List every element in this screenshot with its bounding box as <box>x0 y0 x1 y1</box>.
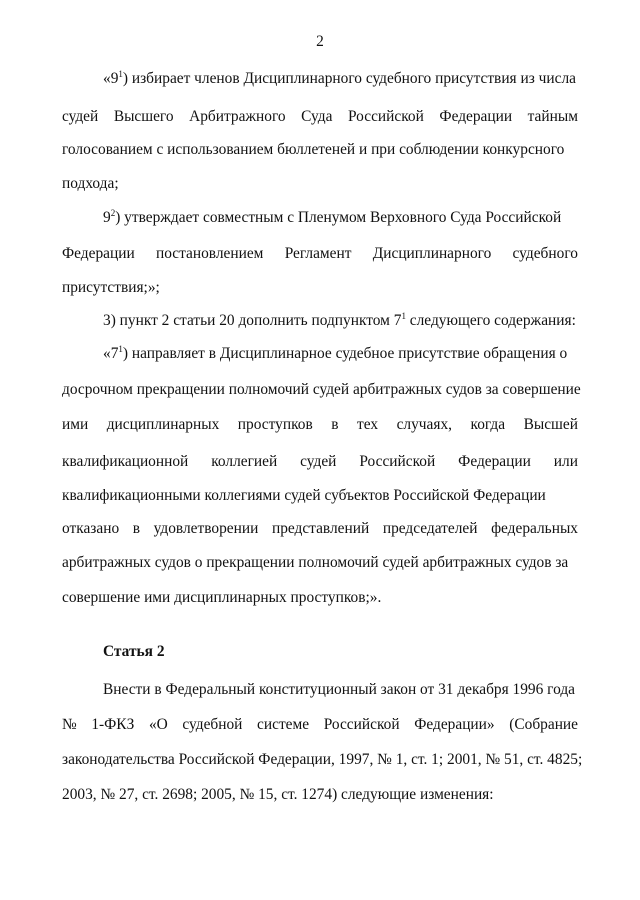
para3-superscript: 1 <box>401 311 406 321</box>
word: № <box>62 716 77 733</box>
word: Дисциплинарного <box>372 245 492 262</box>
para4-line3 <box>62 415 578 435</box>
para2-rest: ) утверждает совместным с Пленумом Верховного Суда Российской <box>115 209 562 226</box>
word: случаях, <box>396 416 452 433</box>
word: в <box>331 416 339 433</box>
para1-line2 <box>62 107 578 127</box>
word: Федерации <box>62 245 135 262</box>
para5-line4: 2003, № 27, ст. 2698; 2005, № 15, ст. 1274) следующие изменения: <box>62 786 494 803</box>
word: квалификационной <box>62 453 189 470</box>
para2-line3: присутствия;»; <box>62 279 160 296</box>
para2-line2 <box>62 244 578 264</box>
word: судебного <box>512 245 578 262</box>
word: в <box>132 520 141 537</box>
para4-start: «7 <box>103 345 119 362</box>
para3-line1 <box>103 311 578 331</box>
article-heading: Статья 2 <box>103 643 165 660</box>
word: (Собрание <box>509 716 578 733</box>
para3-text: 3) пункт 2 статьи 20 дополнить подпунктом 7 <box>103 312 402 329</box>
para3-rest: следующего содержания: <box>405 312 576 329</box>
para4-line4 <box>62 452 578 472</box>
word: проступков <box>237 416 313 433</box>
para4-line8: совершение ими дисциплинарных проступков;». <box>62 589 382 606</box>
word: Суда <box>301 108 333 125</box>
word: ими <box>62 416 89 433</box>
word: тайным <box>527 108 578 125</box>
para1-start: «9 <box>103 70 119 87</box>
word: Федерации <box>458 453 531 470</box>
para1-rest: ) избирает членов Дисциплинарного судебного присутствия из числа <box>122 70 576 87</box>
word: удовлетворении <box>153 520 259 537</box>
word: судей <box>62 108 99 125</box>
word: председателей <box>382 520 478 537</box>
para1-line1 <box>103 69 578 89</box>
word: системе <box>257 716 310 733</box>
para4-line1 <box>103 344 578 364</box>
para1-line1-text <box>103 69 576 89</box>
word: Российской <box>323 716 400 733</box>
para2-start: 9 <box>103 209 111 226</box>
page-number: 2 <box>316 33 324 50</box>
para5-line3: законодательства Российской Федерации, 1997, № 1, ст. 1; 2001, № 51, ст. 4825; <box>62 751 583 768</box>
word: представлений <box>271 520 370 537</box>
para4-line5: квалификационными коллегиями судей субъектов Российской Федерации <box>62 487 546 504</box>
word: отказано <box>62 520 120 537</box>
word: дисциплинарных <box>106 416 220 433</box>
word: судей <box>300 453 337 470</box>
word: Федерации» <box>414 716 495 733</box>
word: постановлением <box>155 245 264 262</box>
word: федеральных <box>491 520 578 537</box>
word: коллегией <box>211 453 278 470</box>
para4-superscript: 1 <box>118 344 123 354</box>
para2-line1 <box>103 208 578 228</box>
para5-line1: Внести в Федеральный конституционный закон от 31 декабря 1996 года <box>103 681 575 698</box>
para4-line6 <box>62 519 578 539</box>
para2-superscript: 2 <box>110 208 116 218</box>
word: Регламент <box>284 245 352 262</box>
para1-superscript: 1 <box>118 69 123 79</box>
word: или <box>553 453 578 470</box>
para4-line2: досрочном прекращении полномочий судей арбитражных судов за совершение <box>62 381 581 398</box>
word: Арбитражного <box>189 108 286 125</box>
word: Российской <box>348 108 424 125</box>
para4-line7: арбитражных судов о прекращении полномочий судей арбитражных судов за <box>62 554 569 571</box>
word: Высшей <box>523 416 578 433</box>
word: когда <box>470 416 506 433</box>
word: Федерации <box>439 108 513 125</box>
para1-line3: голосованием с использованием бюллетеней и при соблюдении конкурсного <box>62 141 565 158</box>
word: 1-ФКЗ <box>91 716 135 733</box>
para5-line2 <box>62 715 578 735</box>
word: Российской <box>359 453 436 470</box>
word: Высшего <box>113 108 174 125</box>
para1-line4: подхода; <box>62 175 119 192</box>
word: тех <box>357 416 379 433</box>
para4-rest: ) направляет в Дисциплинарное судебное присутствие обращения о <box>122 345 568 362</box>
word: «О <box>148 716 168 733</box>
word: судебной <box>182 716 243 733</box>
